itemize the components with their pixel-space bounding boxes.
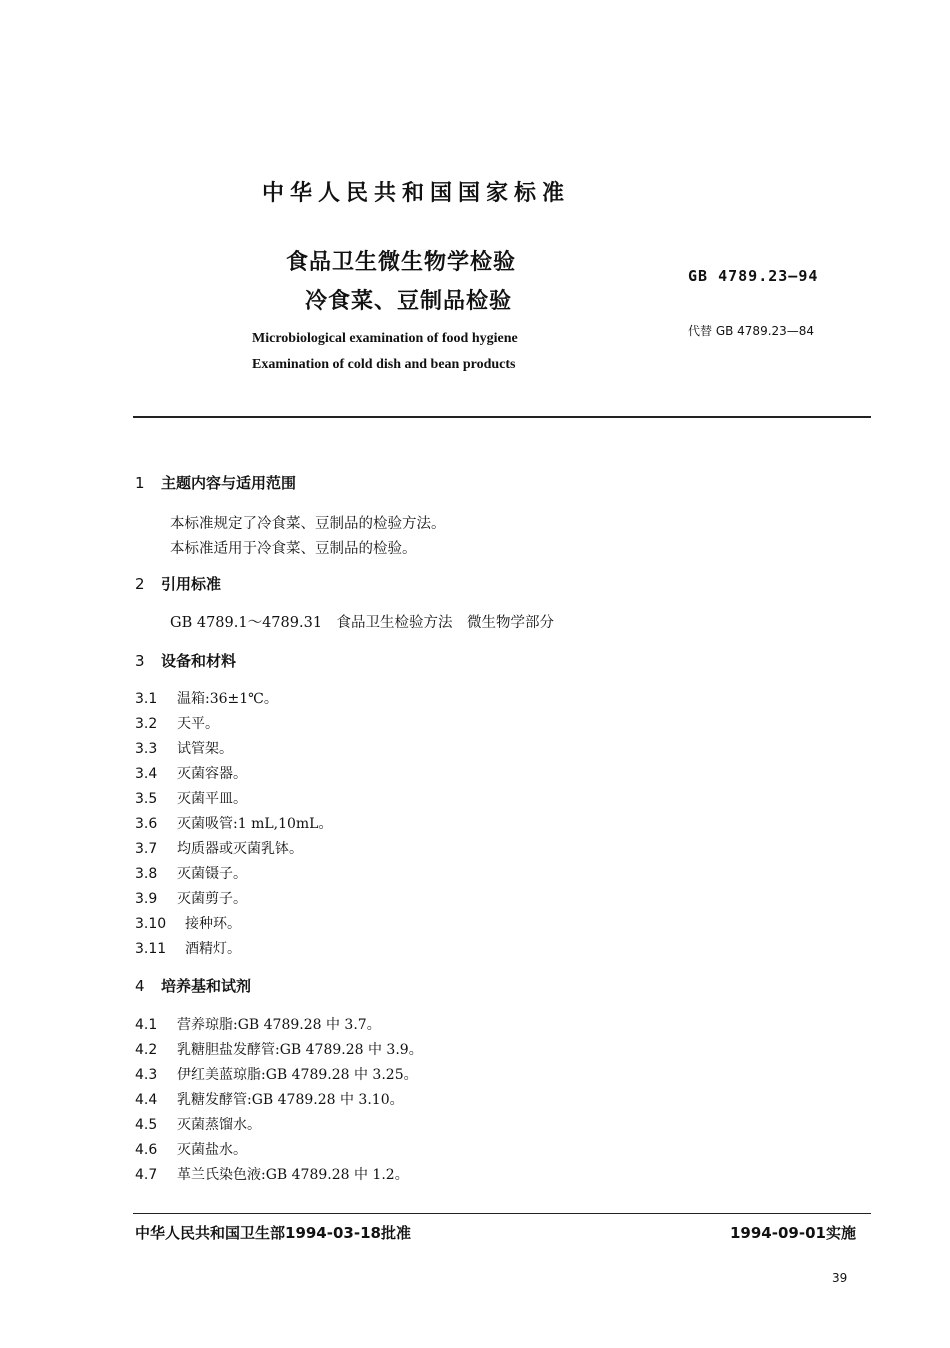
list-item: 4.7 革兰氏染色液:GB 4789.28 中 1.2。 [135, 1167, 409, 1183]
title-cn-line1: 食品卫生微生物学检验 [286, 250, 517, 275]
list-item: 4.2 乳糖胆盐发酵管:GB 4789.28 中 3.9。 [135, 1042, 423, 1058]
paragraph: 本标准规定了冷食菜、豆制品的检验方法。 [170, 516, 446, 532]
list-item: 3.9 灭菌剪子。 [135, 891, 247, 907]
section-1-heading [135, 472, 296, 493]
section-number: 3 [135, 652, 145, 670]
list-item: 3.7 均质器或灭菌乳钵。 [135, 841, 303, 857]
footer-divider [133, 1213, 871, 1214]
section-title: 主题内容与适用范围 [161, 474, 297, 492]
approval-date: 中华人民共和国卫生部1994-03-18批准 [135, 1224, 411, 1242]
page-number: 39 [832, 1271, 848, 1285]
title-en-line1: Microbiological examination of food hygiene [252, 331, 518, 346]
list-item: 4.5 灭菌蒸馏水。 [135, 1117, 261, 1133]
section-title: 引用标准 [161, 575, 222, 593]
list-item: 3.4 灭菌容器。 [135, 766, 247, 782]
section-title: 培养基和试剂 [161, 977, 252, 995]
implementation-date: 1994-09-01实施 [730, 1224, 856, 1242]
header-divider [133, 416, 871, 418]
national-standard-heading: 中华人民共和国国家标准 [262, 181, 571, 206]
paragraph: 本标准适用于冷食菜、豆制品的检验。 [170, 541, 417, 557]
list-item: 3.6 灭菌吸管:1 mL,10mL。 [135, 816, 333, 832]
section-title: 设备和材料 [161, 652, 237, 670]
list-item: 3.10 接种环。 [135, 916, 241, 932]
list-item: 4.1 营养琼脂:GB 4789.28 中 3.7。 [135, 1017, 381, 1033]
replaces-note: 代替 GB 4789.23—84 [688, 324, 815, 338]
list-item: 3.11 酒精灯。 [135, 941, 241, 957]
section-number: 2 [135, 575, 145, 593]
list-item: 3.2 天平。 [135, 716, 219, 732]
list-item: 3.5 灭菌平皿。 [135, 791, 247, 807]
list-item: 4.6 灭菌盐水。 [135, 1142, 247, 1158]
title-en-line2: Examination of cold dish and bean products [252, 357, 516, 372]
list-item: 4.3 伊红美蓝琼脂:GB 4789.28 中 3.25。 [135, 1067, 418, 1083]
section-number: 1 [135, 474, 145, 492]
standard-code: GB 4789.23—94 [688, 267, 819, 285]
list-item: 3.1 温箱:36±1℃。 [135, 691, 278, 707]
title-cn-line2: 冷食菜、豆制品检验 [305, 289, 513, 314]
section-3-heading [135, 650, 236, 671]
section-4-heading [135, 975, 251, 996]
section-2-heading [135, 573, 221, 594]
paragraph: GB 4789.1～4789.31 食品卫生检验方法 微生物学部分 [170, 615, 555, 631]
list-item: 3.8 灭菌镊子。 [135, 866, 247, 882]
list-item: 4.4 乳糖发酵管:GB 4789.28 中 3.10。 [135, 1092, 404, 1108]
section-number: 4 [135, 977, 145, 995]
list-item: 3.3 试管架。 [135, 741, 233, 757]
